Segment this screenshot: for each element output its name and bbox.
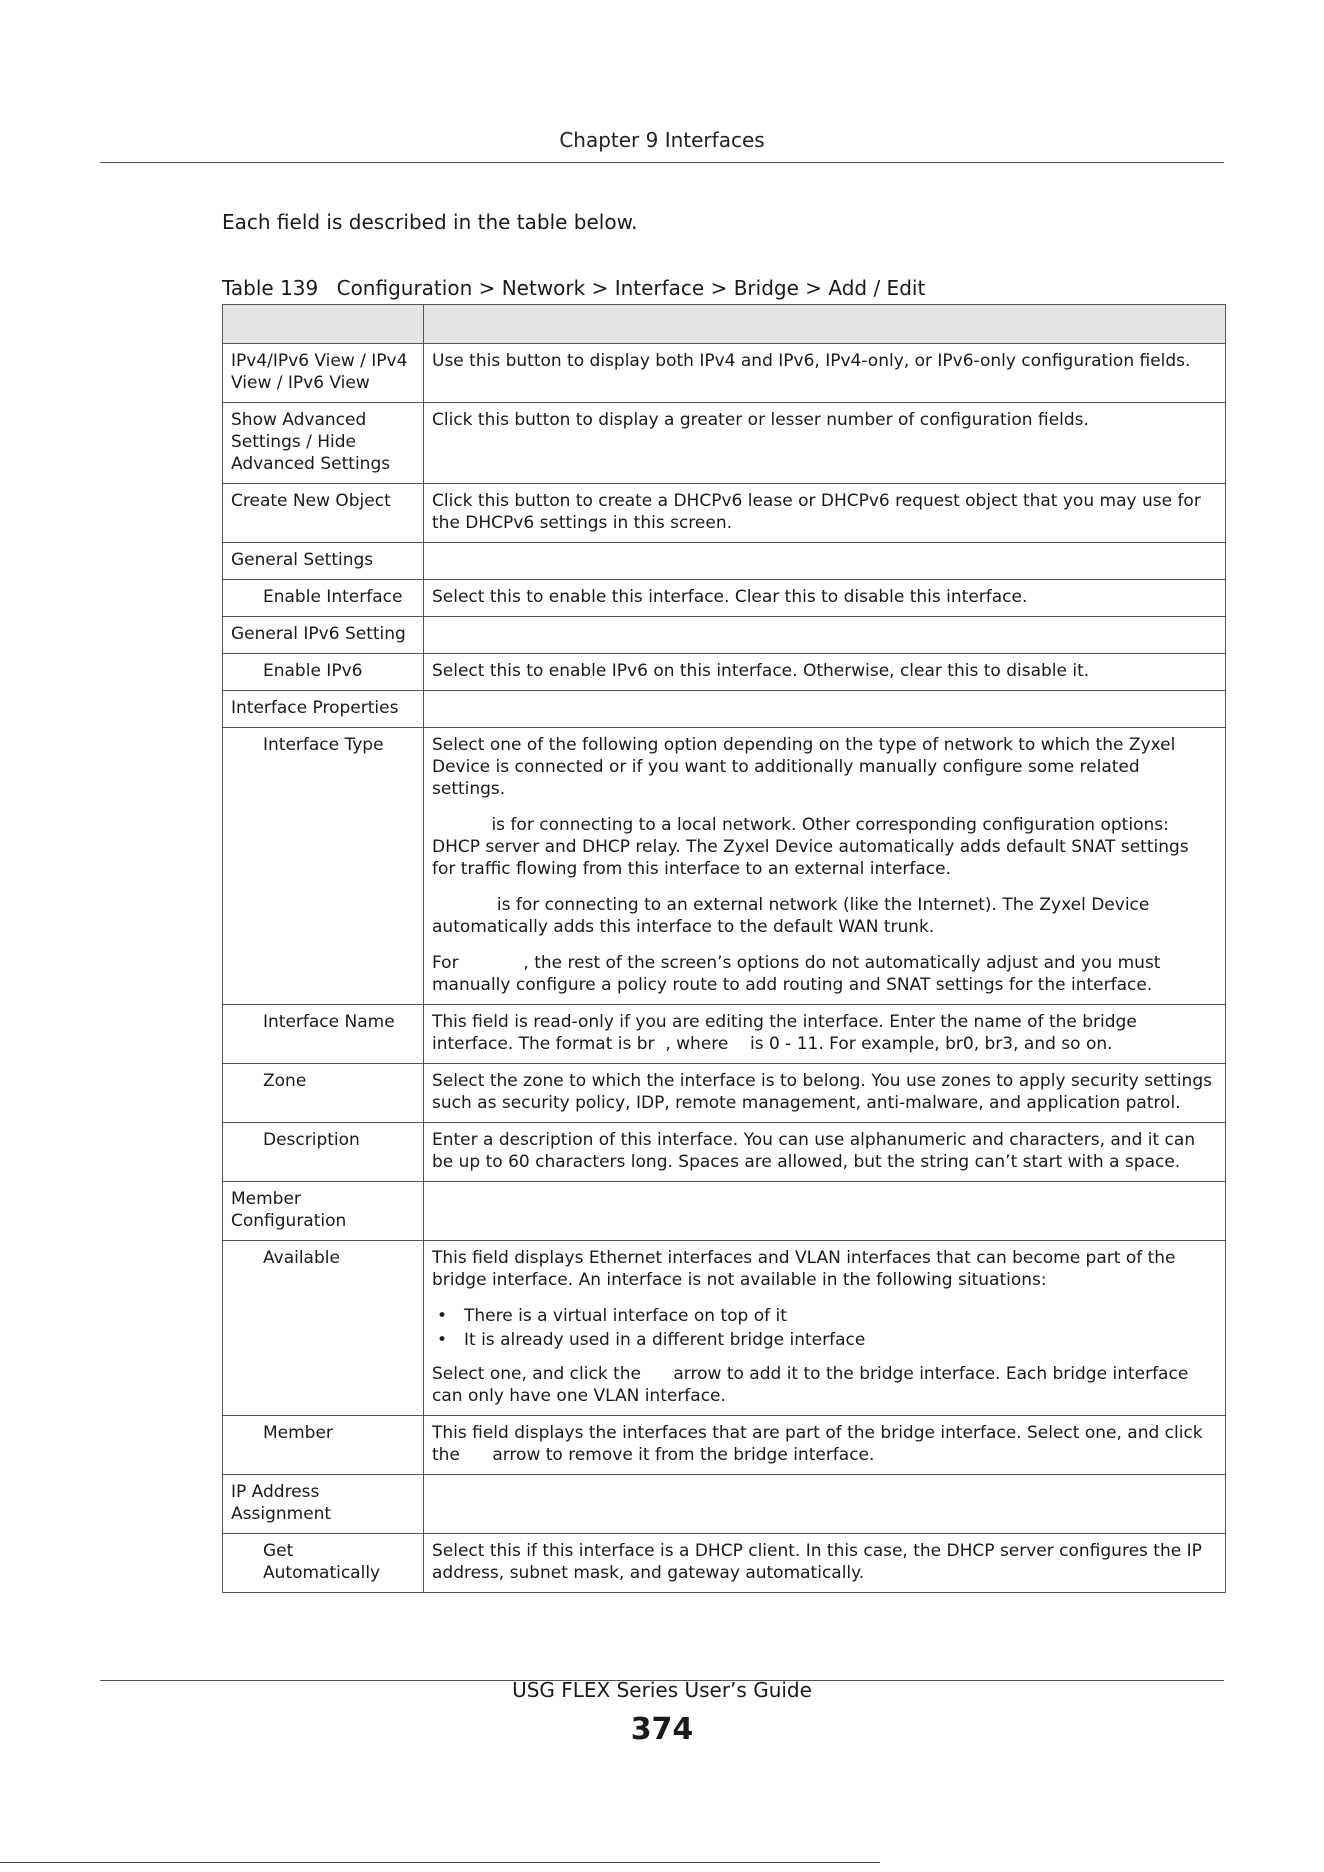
description-paragraph: Click this button to create a DHCPv6 lease or DHCPv6 request object that you may use for the DHCPv6 settings in this screen. — [432, 491, 1207, 533]
field-description — [424, 403, 1226, 484]
description-paragraph: Select one of the following option depending on the type of network to which the Zyxel Device is connected or if you want to additionally manually configure some related settings. — [432, 735, 1181, 799]
field-label: Available — [223, 1241, 424, 1416]
guide-title: USG FLEX Series User’s Guide — [512, 1678, 812, 1702]
field-description-table — [222, 304, 1226, 1593]
field-label: General IPv6 Setting — [223, 617, 424, 654]
field-description — [424, 543, 1226, 580]
description-paragraph: Use this button to display both IPv4 and IPv6, IPv4-only, or IPv6-only configuration fields. — [432, 351, 1191, 371]
bullet-list — [432, 1305, 1217, 1351]
table-row — [223, 1064, 1226, 1123]
field-label: Interface Name — [223, 1005, 424, 1064]
table-row — [223, 1241, 1226, 1416]
table-row — [223, 1005, 1226, 1064]
chapter-header: Chapter 9 Interfaces — [559, 128, 765, 152]
description-paragraph: Select this to enable IPv6 on this interface. Otherwise, clear this to disable it. — [432, 661, 1090, 681]
field-label: Enable IPv6 — [223, 654, 424, 691]
page-number: 374 — [630, 1712, 694, 1747]
table-row — [223, 1182, 1226, 1241]
header-cell-label — [223, 305, 424, 344]
table-row — [223, 580, 1226, 617]
description-paragraph: This field is read-only if you are editing the interface. Enter the name of the bridge interface. The format is br , where is 0 - 11. For example, br0, br3, and so on. — [432, 1012, 1143, 1054]
table-caption — [222, 276, 925, 300]
description-paragraph: is for connecting to an external network (like the Internet). The Zyxel Device automatically adds this interface to the default WAN trunk. — [432, 895, 1155, 937]
field-description — [424, 691, 1226, 728]
field-label: IP Address Assignment — [223, 1475, 424, 1534]
table-number: Table 139 — [222, 276, 319, 300]
field-label: Description — [223, 1123, 424, 1182]
field-label: Enable Interface — [223, 580, 424, 617]
field-label: General Settings — [223, 543, 424, 580]
header-cell-description — [424, 305, 1226, 344]
description-paragraph: is for connecting to a local network. Other corresponding configuration options: DHCP server and DHCP relay. The Zyxel Device automatically adds default SNAT settings for traffic flowing from this interface to an external interface. — [432, 815, 1195, 879]
field-description — [424, 344, 1226, 403]
field-label: Zone — [223, 1064, 424, 1123]
table-row — [223, 691, 1226, 728]
field-label: IPv4/IPv6 View / IPv4 View / IPv6 View — [223, 344, 424, 403]
table-row — [223, 484, 1226, 543]
description-paragraph: Click this button to display a greater or lesser number of configuration fields. — [432, 410, 1089, 430]
field-description — [424, 1182, 1226, 1241]
field-label: Member Configuration — [223, 1182, 424, 1241]
field-label: Interface Type — [223, 728, 424, 1005]
field-description — [424, 1241, 1226, 1416]
table-header-row — [223, 305, 1226, 344]
table-row — [223, 403, 1226, 484]
field-description — [424, 1534, 1226, 1593]
field-label: Get Automatically — [223, 1534, 424, 1593]
field-description — [424, 484, 1226, 543]
field-label: Interface Properties — [223, 691, 424, 728]
description-paragraph: Select one, and click the arrow to add it to the bridge interface. Each bridge interface can only have one VLAN interface. — [432, 1364, 1194, 1406]
table-path: Configuration > Network > Interface > Bridge > Add / Edit — [336, 276, 926, 300]
field-description — [424, 580, 1226, 617]
table-row — [223, 1123, 1226, 1182]
field-description — [424, 1475, 1226, 1534]
description-paragraph: For , the rest of the screen’s options do not automatically adjust and you must manually configure a policy route to add routing and SNAT settings for the interface. — [432, 953, 1166, 995]
intro-text: Each field is described in the table below. — [222, 210, 638, 234]
table-row — [223, 654, 1226, 691]
table-row — [223, 1534, 1226, 1593]
field-description — [424, 654, 1226, 691]
field-label: Show Advanced Settings / Hide Advanced Settings — [223, 403, 424, 484]
field-description — [424, 728, 1226, 1005]
description-paragraph: Enter a description of this interface. You can use alphanumeric and characters, and it can be up to 60 characters long. Spaces are allowed, but the string can’t start with a space. — [432, 1130, 1201, 1172]
field-label: Member — [223, 1416, 424, 1475]
field-label: Create New Object — [223, 484, 424, 543]
description-paragraph: Select the zone to which the interface is to belong. You use zones to apply security settings such as security policy, IDP, remote management, anti-malware, and application patrol. — [432, 1071, 1218, 1113]
table-body — [223, 344, 1226, 1593]
field-description — [424, 617, 1226, 654]
table-row — [223, 617, 1226, 654]
description-paragraph: Select this to enable this interface. Clear this to disable this interface. — [432, 587, 1028, 607]
description-paragraph: Select this if this interface is a DHCP client. In this case, the DHCP server configures the IP address, subnet mask, and gateway automatically. — [432, 1541, 1208, 1583]
table-row — [223, 543, 1226, 580]
description-paragraph: This field displays Ethernet interfaces and VLAN interfaces that can become part of the bridge interface. An interface is not available in the following situations: — [432, 1248, 1181, 1290]
bullet-item: • It is already used in a different bridge interface — [432, 1329, 1217, 1351]
header-divider — [100, 162, 1224, 163]
field-description — [424, 1123, 1226, 1182]
field-description — [424, 1064, 1226, 1123]
bullet-item: • There is a virtual interface on top of it — [432, 1305, 1217, 1327]
field-description — [424, 1416, 1226, 1475]
description-paragraph: This field displays the interfaces that are part of the bridge interface. Select one, and click the arrow to remove it from the bridge interface. — [432, 1423, 1209, 1465]
table-row — [223, 1475, 1226, 1534]
table-row — [223, 1416, 1226, 1475]
field-description — [424, 1005, 1226, 1064]
table-row — [223, 344, 1226, 403]
table-row — [223, 728, 1226, 1005]
bottom-edge-line — [0, 1862, 880, 1863]
